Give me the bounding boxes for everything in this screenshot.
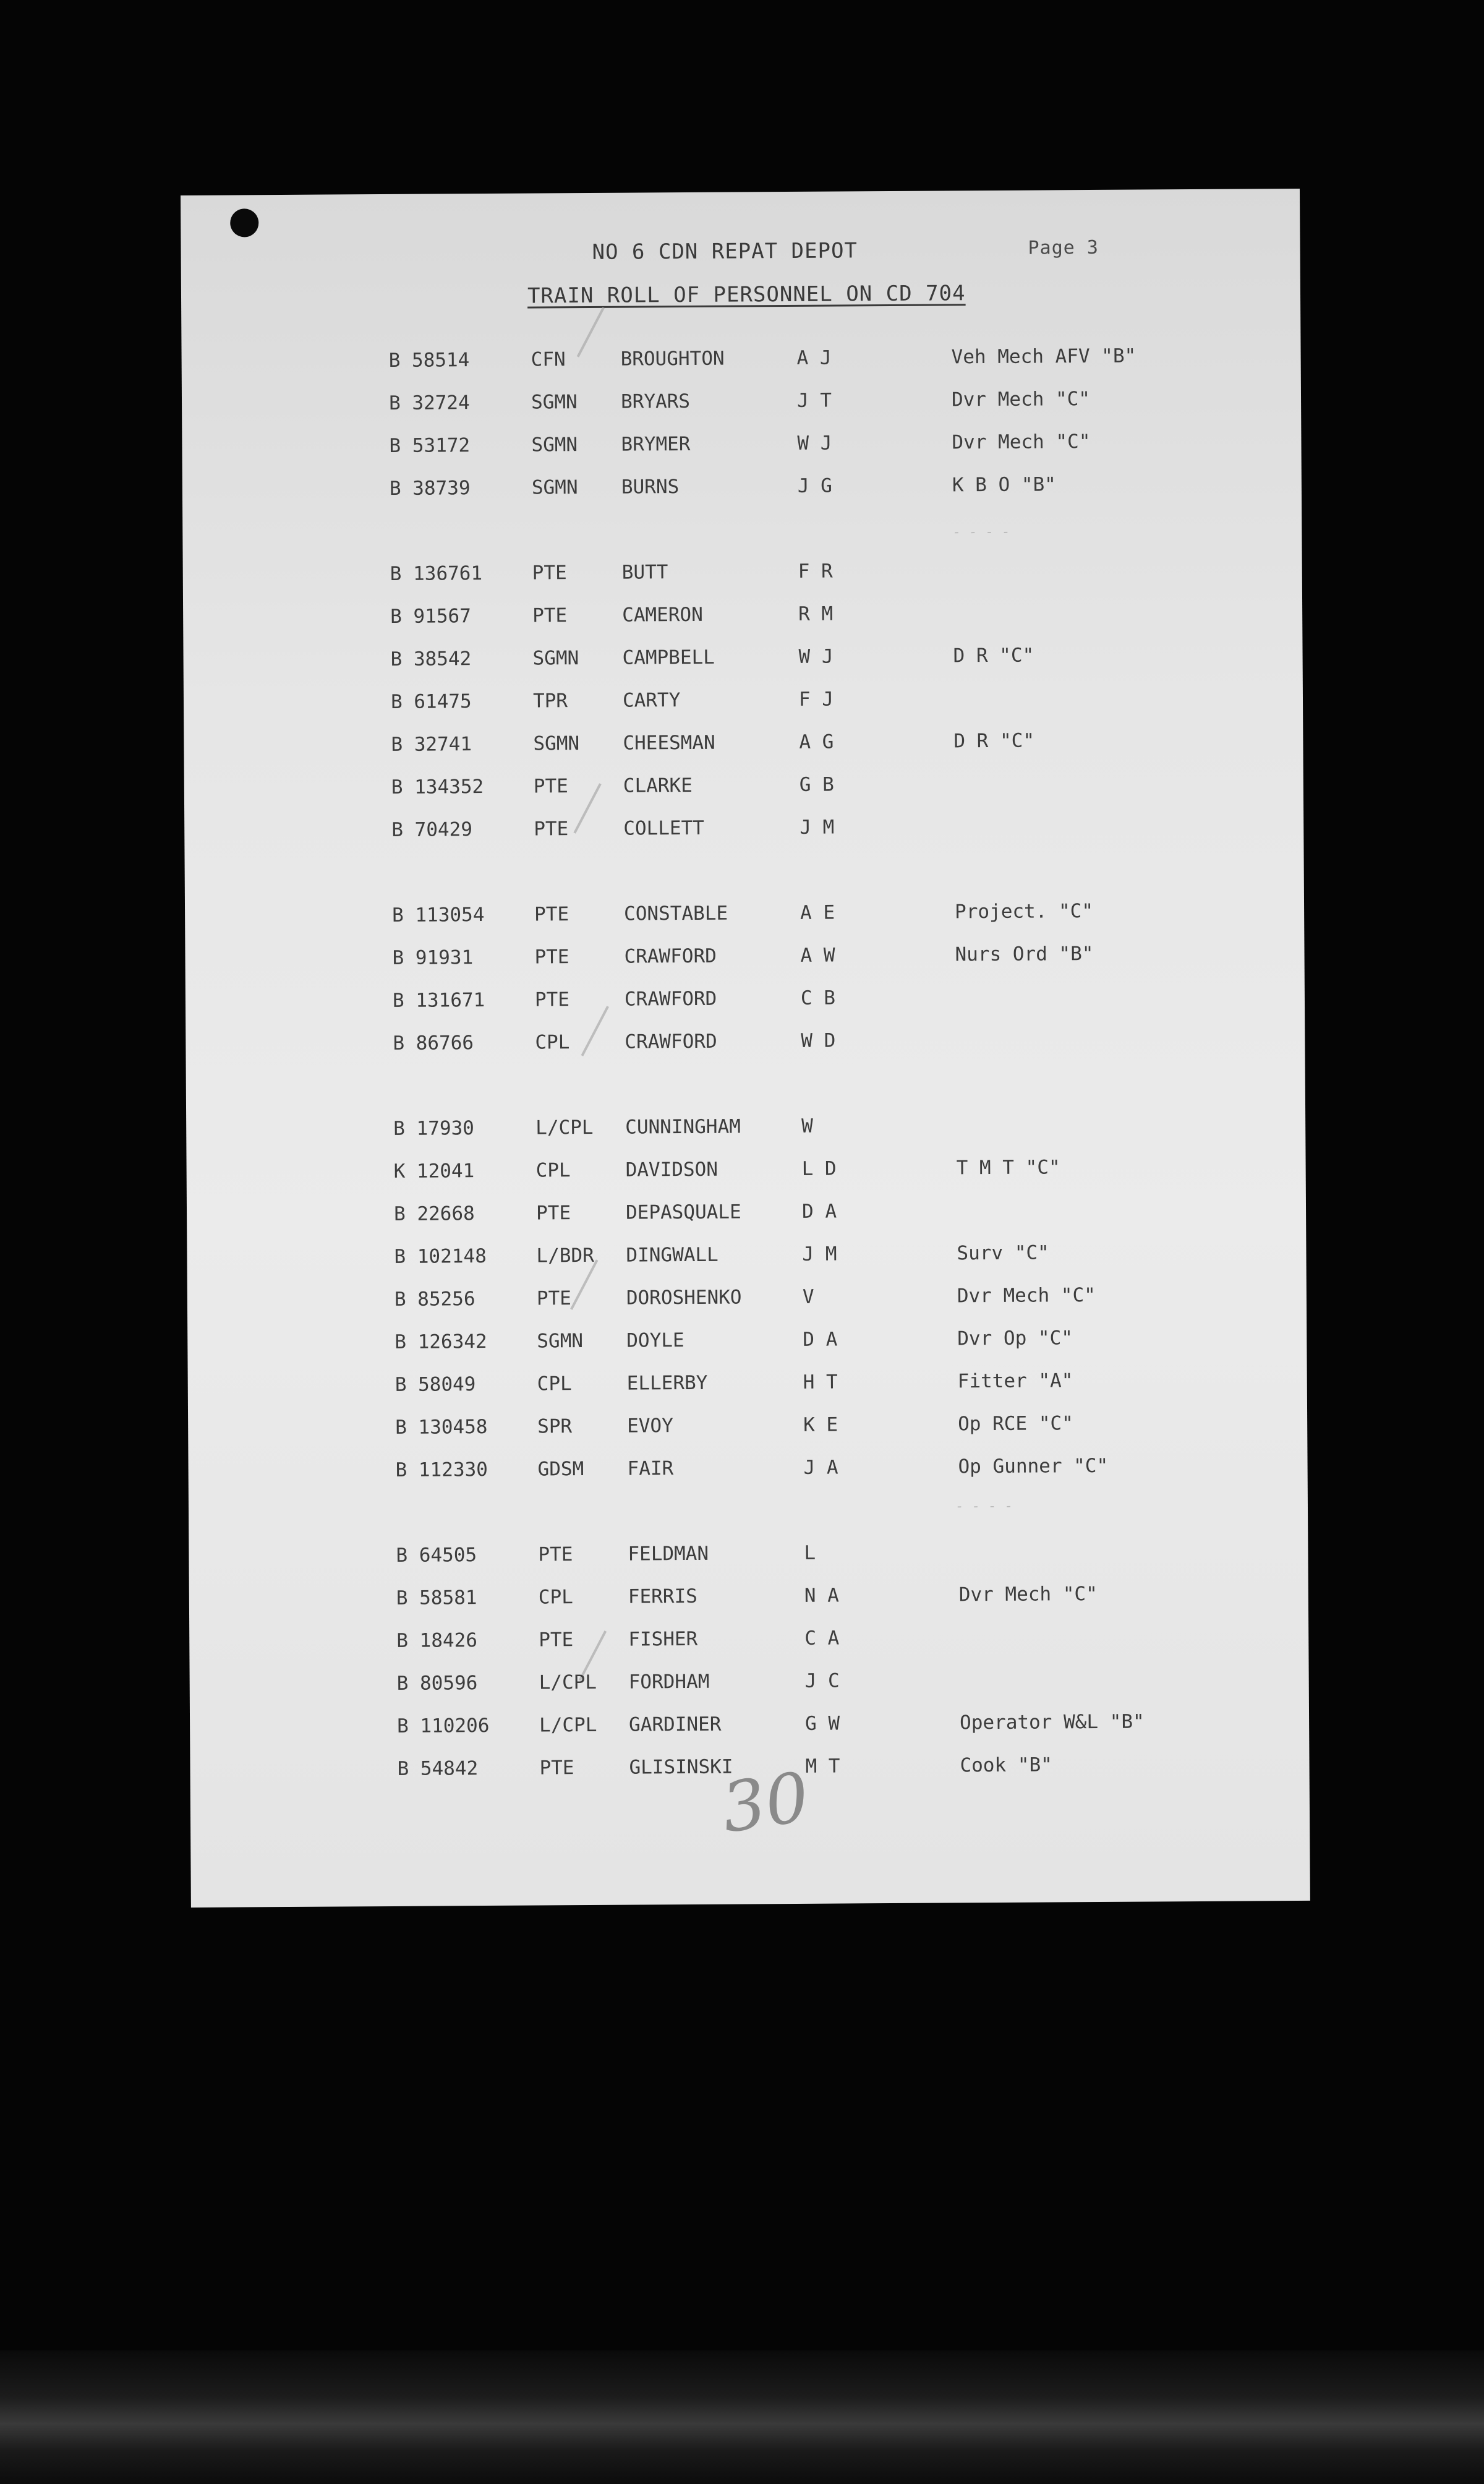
initials: D A — [801, 1200, 837, 1223]
rank: PTE — [532, 604, 568, 627]
initials: M T — [805, 1755, 840, 1778]
service-number: B 136761 — [390, 562, 483, 585]
table-row — [189, 1535, 1308, 1572]
table-row — [187, 1193, 1306, 1231]
smudge-mark: - - - - — [955, 1498, 1013, 1515]
initials: C B — [800, 987, 836, 1009]
initials: W J — [798, 645, 834, 668]
table-row — [186, 1150, 1305, 1188]
trade: T M T "C" — [956, 1156, 1060, 1180]
trade: Op RCE "C" — [958, 1412, 1073, 1436]
table-row — [186, 1108, 1305, 1146]
trade: Cook "B" — [960, 1754, 1052, 1777]
trade: Veh Mech AFV "B" — [951, 345, 1136, 369]
service-number: B 126342 — [394, 1330, 487, 1353]
initials: A W — [800, 944, 835, 967]
surname: DAVIDSON — [625, 1158, 719, 1181]
initials: H T — [803, 1371, 838, 1394]
table-row — [186, 1022, 1305, 1060]
surname: CRAWFORD — [624, 987, 717, 1011]
rank: CFN — [531, 348, 566, 371]
service-number: B 58049 — [394, 1373, 476, 1396]
rank: CPL — [535, 1159, 571, 1182]
surname: DOROSHENKO — [626, 1286, 742, 1309]
service-number: B 32741 — [391, 733, 472, 756]
table-row — [184, 681, 1303, 719]
table-row — [186, 980, 1305, 1017]
rank: L/CPL — [539, 1713, 597, 1737]
service-number: B 110206 — [397, 1714, 490, 1737]
rank: SGMN — [531, 434, 578, 456]
handwritten-total: 30 — [717, 1757, 814, 1848]
initials: G W — [805, 1712, 840, 1735]
rank: PTE — [539, 1629, 574, 1651]
surname: DINGWALL — [626, 1243, 719, 1267]
service-number: B 58514 — [388, 349, 470, 372]
surname: CAMPBELL — [622, 646, 715, 669]
page-number: Page 3 — [1028, 236, 1099, 259]
trade: D R "C" — [953, 729, 1035, 753]
initials: A E — [800, 901, 835, 924]
service-number: B 86766 — [393, 1032, 474, 1055]
rank: GDSM — [537, 1458, 584, 1481]
service-number: B 58581 — [396, 1587, 477, 1609]
rank: L/BDR — [536, 1244, 594, 1267]
document-page — [181, 189, 1310, 1908]
initials: A J — [796, 346, 832, 369]
table-row — [188, 1364, 1307, 1402]
initials: G B — [799, 773, 834, 796]
surname: FISHER — [628, 1627, 698, 1651]
initials: K E — [803, 1413, 838, 1436]
table-row — [183, 596, 1302, 633]
service-number: B 91931 — [392, 946, 474, 969]
service-number: B 131671 — [392, 989, 485, 1012]
initials: A G — [799, 730, 834, 753]
rank: SGMN — [533, 732, 580, 755]
surname: CRAWFORD — [624, 944, 717, 968]
initials: J G — [797, 474, 832, 497]
rank: SPR — [537, 1415, 573, 1438]
smudge-mark: - - - - — [952, 524, 1010, 541]
surname: CUNNINGHAM — [625, 1115, 741, 1139]
service-number: B 130458 — [395, 1416, 488, 1439]
surname: CHEESMAN — [623, 731, 715, 755]
surname: CARTY — [622, 689, 681, 712]
service-number: B 85256 — [394, 1288, 475, 1311]
trade: Dvr Mech "C" — [952, 430, 1091, 454]
trade: Operator W&L "B" — [959, 1710, 1145, 1734]
rank: L/CPL — [535, 1116, 594, 1139]
rank: PTE — [534, 818, 569, 841]
initials: J T — [796, 389, 832, 412]
personnel-roll — [181, 189, 1310, 1908]
table-row — [190, 1663, 1309, 1700]
service-number: B 22668 — [393, 1202, 475, 1225]
surname: FORDHAM — [628, 1670, 710, 1694]
service-number: B 61475 — [390, 690, 472, 713]
rank: PTE — [539, 1757, 574, 1779]
surname: CONSTABLE — [623, 902, 728, 925]
rank: PTE — [535, 1202, 571, 1225]
rank: PTE — [532, 562, 567, 585]
initials: F R — [798, 560, 833, 583]
service-number: K 12041 — [393, 1160, 475, 1183]
table-row — [183, 638, 1302, 676]
service-number: B 91567 — [390, 605, 471, 628]
table-row — [182, 468, 1302, 505]
service-number: B 53172 — [389, 434, 471, 457]
service-number: B 17930 — [393, 1117, 474, 1140]
initials: C A — [804, 1627, 840, 1650]
rank: CPL — [537, 1373, 572, 1395]
service-number: B 134352 — [391, 776, 484, 799]
film-edge-strip — [0, 2350, 1484, 2484]
surname: GLISINSKI — [629, 1755, 733, 1779]
surname: BURNS — [621, 476, 680, 499]
table-row — [185, 894, 1304, 932]
table-row — [183, 553, 1302, 591]
service-number: B 70429 — [391, 818, 473, 841]
rank: PTE — [536, 1287, 572, 1310]
table-row — [187, 1321, 1307, 1359]
surname: CRAWFORD — [625, 1030, 717, 1053]
rank: L/CPL — [539, 1671, 597, 1694]
initials: D A — [803, 1328, 838, 1351]
service-number: B 112330 — [395, 1458, 488, 1481]
initials: J M — [802, 1243, 837, 1266]
table-row — [181, 340, 1300, 377]
table-row — [184, 809, 1303, 847]
rank: PTE — [534, 988, 570, 1011]
surname: ELLERBY — [626, 1371, 708, 1395]
trade: Surv "C" — [957, 1241, 1049, 1265]
initials: N A — [804, 1584, 839, 1607]
surname: CLARKE — [623, 774, 693, 797]
rank: SGMN — [537, 1330, 584, 1353]
trade: Nurs Ord "B" — [955, 943, 1094, 966]
surname: COLLETT — [623, 816, 705, 840]
service-number: B 54842 — [397, 1757, 479, 1780]
initials: J A — [803, 1456, 838, 1479]
table-row — [184, 724, 1303, 761]
table-row — [189, 1577, 1308, 1615]
trade: Fitter "A" — [957, 1369, 1073, 1393]
surname: FERRIS — [628, 1585, 697, 1608]
surname: BROUGHTON — [620, 347, 725, 370]
surname: DEPASQUALE — [625, 1201, 741, 1224]
table-row — [189, 1620, 1308, 1658]
initials: R M — [798, 602, 834, 625]
rank: CPL — [538, 1586, 573, 1609]
trade: Dvr Mech "C" — [958, 1582, 1098, 1606]
initials: F J — [798, 688, 834, 711]
service-number: B 38739 — [389, 477, 471, 500]
trade: Dvr Mech "C" — [951, 388, 1091, 411]
initials: W J — [797, 432, 832, 455]
surname: BRYARS — [620, 390, 691, 413]
table-row — [182, 425, 1301, 463]
document-subtitle: TRAIN ROLL OF PERSONNEL ON CD 704 — [527, 281, 966, 309]
service-number: B 38542 — [390, 648, 472, 670]
rank: TPR — [532, 690, 568, 713]
trade: Dvr Op "C" — [957, 1327, 1073, 1350]
trade: K B O "B" — [952, 473, 1056, 497]
service-number: B 64505 — [396, 1544, 477, 1567]
service-number: B 113054 — [392, 904, 485, 927]
trade: D R "C" — [953, 644, 1034, 667]
table-row — [182, 382, 1301, 420]
rank: SGMN — [531, 391, 578, 414]
table-row — [190, 1705, 1309, 1743]
initials: V — [802, 1285, 814, 1308]
trade: Op Gunner "C" — [958, 1454, 1109, 1478]
surname: EVOY — [627, 1415, 673, 1437]
surname: BRYMER — [621, 432, 691, 456]
trade: Project. "C" — [954, 900, 1094, 923]
rank: CPL — [535, 1031, 570, 1054]
rank: PTE — [538, 1543, 573, 1566]
surname: DOYLE — [626, 1329, 684, 1352]
initials: L — [804, 1541, 816, 1564]
initials: W D — [801, 1029, 836, 1052]
table-row — [185, 937, 1304, 975]
surname: CAMERON — [622, 603, 703, 627]
rank: SGMN — [531, 476, 578, 499]
document-title: NO 6 CDN REPAT DEPOT — [592, 238, 858, 265]
rank: PTE — [534, 946, 569, 969]
table-row — [187, 1236, 1306, 1274]
table-row — [184, 766, 1303, 804]
surname: FELDMAN — [628, 1542, 709, 1565]
service-number: B 32724 — [388, 392, 470, 414]
rank: PTE — [533, 775, 568, 798]
surname: BUTT — [621, 561, 668, 584]
surname: FAIR — [627, 1457, 674, 1480]
rank: SGMN — [532, 647, 579, 670]
service-number: B 18426 — [396, 1629, 478, 1652]
service-number: B 102148 — [394, 1245, 487, 1268]
table-row — [188, 1407, 1307, 1444]
trade: Dvr Mech "C" — [957, 1283, 1096, 1308]
surname: GARDINER — [629, 1713, 722, 1736]
initials: L D — [801, 1157, 837, 1180]
rank: PTE — [534, 903, 569, 926]
initials: J C — [804, 1669, 840, 1692]
initials: W — [801, 1115, 813, 1137]
table-row — [188, 1449, 1307, 1487]
table-row — [187, 1278, 1307, 1316]
service-number: B 80596 — [396, 1672, 478, 1695]
initials: J M — [800, 816, 835, 839]
